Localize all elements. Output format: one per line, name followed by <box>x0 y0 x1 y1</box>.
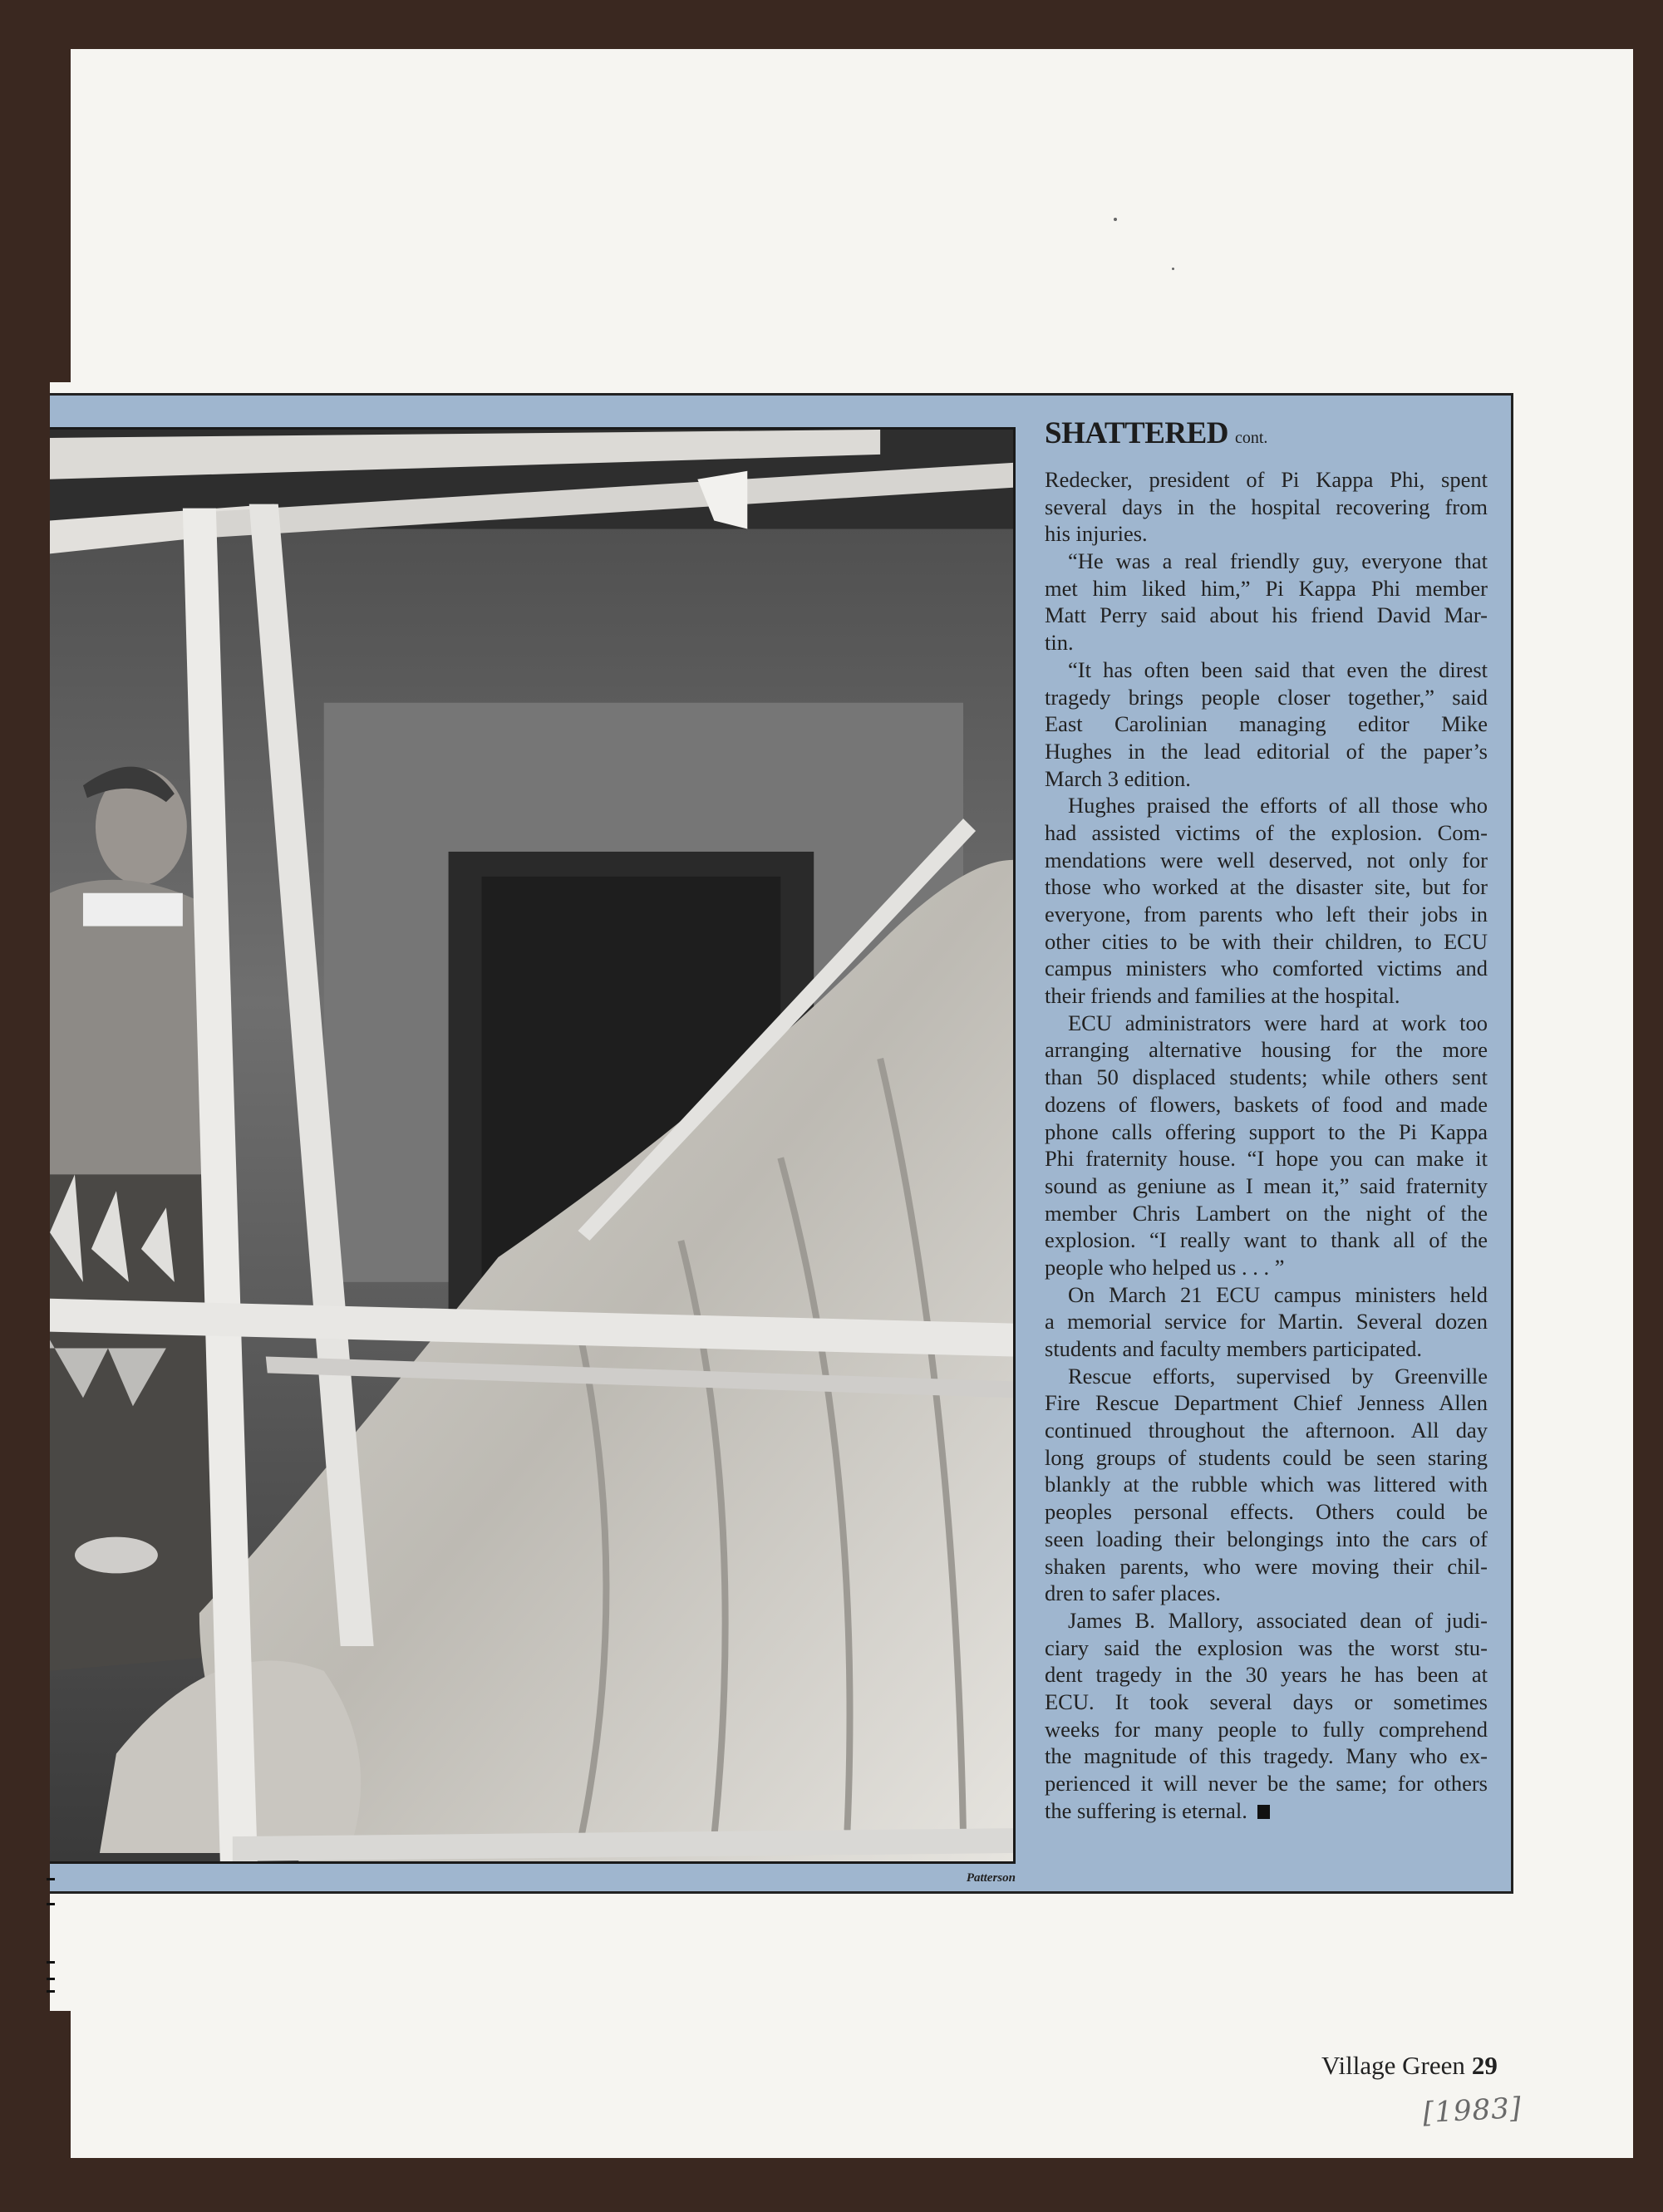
article-line: explosion. “I really want to thank all of the <box>1045 1227 1488 1253</box>
photo-scene <box>50 430 1013 1861</box>
article-line: than 50 displaced students; while others sent <box>1045 1064 1488 1090</box>
article-line: tin. <box>1045 630 1074 656</box>
article-line: continued throughout the afternoon. All day <box>1045 1418 1488 1443</box>
photo-credit: Patterson <box>966 1871 1016 1885</box>
edge-mark <box>47 1978 55 1980</box>
article-line: perienced it will never be the same; for others <box>1045 1771 1488 1796</box>
article-line: Rescue efforts, supervised by Greenville <box>1068 1363 1488 1389</box>
article-line: March 3 edition. <box>1045 765 1191 791</box>
article-line: ciary said the explosion was the worst stu- <box>1045 1634 1488 1660</box>
article-line: dent tragedy in the 30 years he has been at <box>1045 1662 1488 1688</box>
article-body <box>1045 466 1488 1824</box>
edge-mark <box>47 1990 55 1993</box>
article-line: sound as geniune as I mean it,” said fraternity <box>1045 1172 1488 1198</box>
article-title-suffix: cont. <box>1235 429 1268 447</box>
article-line: people who helped us . . . ” <box>1045 1254 1285 1280</box>
article-line: arranging alternative housing for the more <box>1045 1037 1488 1063</box>
article-line: blankly at the rubble which was littered with <box>1045 1472 1488 1497</box>
article-line: Redecker, president of Pi Kappa Phi, spent <box>1045 467 1488 492</box>
edge-mark <box>47 1878 55 1880</box>
page-footer <box>1321 2051 1498 2081</box>
handwritten-year-note: [1983] <box>1422 2091 1523 2131</box>
article-line: had assisted victims of the explosion. Com- <box>1045 819 1488 845</box>
article-line: peoples personal effects. Others could be <box>1045 1499 1488 1525</box>
article-line: “He was a real friendly guy, everyone that <box>1068 548 1488 574</box>
article-line: phone calls offering support to the Pi Kappa <box>1045 1118 1488 1144</box>
article-line: met him liked him,” Pi Kappa Phi member <box>1045 575 1488 601</box>
article-line: East Carolinian managing editor Mike <box>1045 711 1488 737</box>
article-line: seen loading their belongings into the cars of <box>1045 1526 1488 1551</box>
article-line: Matt Perry said about his friend David Mar- <box>1045 602 1488 628</box>
article-line: Phi fraternity house. “I hope you can make it <box>1045 1146 1488 1172</box>
article-line: their friends and families at the hospital. <box>1045 983 1400 1009</box>
explosion-photo <box>50 427 1016 1864</box>
dust-speck <box>1114 218 1117 221</box>
article-line: Hughes in the lead editorial of the paper’s <box>1045 738 1488 764</box>
article-heading <box>1045 415 1267 451</box>
article-line: several days in the hospital recovering from <box>1045 494 1488 519</box>
publication-name: Village Green <box>1321 2051 1465 2080</box>
article-line: the magnitude of this tragedy. Many who ex- <box>1045 1743 1488 1769</box>
article-line: ECU administrators were hard at work too <box>1068 1010 1488 1035</box>
page-number: 29 <box>1471 2051 1498 2080</box>
article-line: Fire Rescue Department Chief Jenness Allen <box>1045 1390 1488 1416</box>
article-line: the suffering is eternal. <box>1045 1797 1488 1825</box>
article-line: dozens of flowers, baskets of food and made <box>1045 1091 1488 1117</box>
article-line: weeks for many people to fully comprehend <box>1045 1716 1488 1742</box>
article-line: a memorial service for Martin. Several dozen <box>1045 1309 1488 1335</box>
article-line: those who worked at the disaster site, but for <box>1045 874 1488 900</box>
article-line: dren to safer places. <box>1045 1580 1221 1606</box>
article-line: long groups of students could be seen staring <box>1045 1444 1488 1470</box>
article-line: James B. Mallory, associated dean of judi- <box>1068 1607 1488 1633</box>
article-line: students and faculty members participated. <box>1045 1336 1423 1361</box>
article-line: other cities to be with their children, to ECU <box>1045 928 1488 954</box>
article-line: member Chris Lambert on the night of the <box>1045 1200 1488 1226</box>
article-line: mendations were well deserved, not only for <box>1045 847 1488 873</box>
article-line: On March 21 ECU campus ministers held <box>1068 1281 1488 1307</box>
article-line: campus ministers who comforted victims and <box>1045 956 1488 981</box>
article-line: shaken parents, who were moving their chil- <box>1045 1553 1488 1579</box>
end-of-article-mark <box>1257 1805 1270 1819</box>
article-line: tragedy brings people closer together,” said <box>1045 684 1488 710</box>
article-line: ECU. It took several days or sometimes <box>1045 1688 1488 1714</box>
article-title: SHATTERED <box>1045 416 1228 450</box>
article-line: his injuries. <box>1045 521 1148 547</box>
edge-mark <box>47 1903 55 1905</box>
edge-mark <box>47 1961 55 1964</box>
dust-speck <box>1172 268 1174 270</box>
article-line: Hughes praised the efforts of all those who <box>1068 793 1488 818</box>
article-line: “It has often been said that even the direst <box>1068 656 1488 682</box>
article-line: everyone, from parents who left their jobs in <box>1045 902 1488 927</box>
